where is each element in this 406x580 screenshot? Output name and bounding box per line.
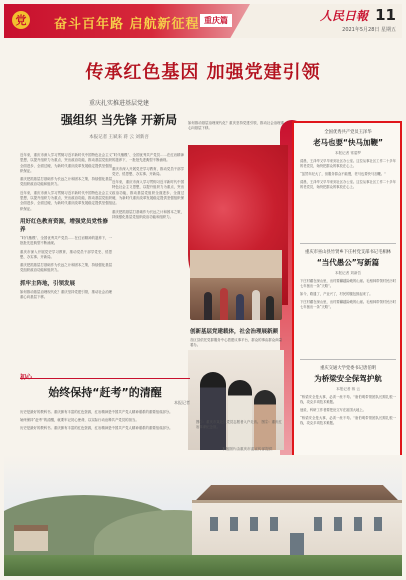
header-banner: [4, 4, 402, 38]
photo-person: [266, 296, 274, 320]
photo-window: [354, 517, 362, 531]
photo-foreground: [4, 555, 402, 576]
lead-paragraph: 近年来，重庆市深入学习贯彻习近平新时代中国特色社会主义思想，以提升组织力为重点，突出政治功能，推动基层党组织全面进步、全面过硬，为新时代重庆改革发展稳定提供坚强组织保证。: [112, 180, 184, 206]
photo-person: [220, 288, 228, 320]
profile-paragraph: “桥梁安全是大事，必须一丝不苟。”唐伯明带领团队长期扎根一线，攻克多项技术难题。: [300, 395, 396, 404]
photo-person: [200, 372, 226, 450]
memorial-hall-photo: [4, 455, 402, 576]
photo-window: [374, 517, 382, 531]
profile-byline: 本报记者 刘新吾: [334, 271, 362, 275]
lead-title: 强组织 当先锋 开新局: [60, 113, 178, 127]
party-emblem-icon: 党: [12, 11, 30, 29]
section2-title: 始终保持“赶考”的清醒: [48, 386, 162, 399]
section2-byline: 本报记者: [174, 400, 190, 405]
lead-paragraph: 如何推动基层治理现代化？重庆坚持党建引领，推动社会治理重心向基层下移。: [188, 121, 284, 131]
lead-paragraph: 重庆市深入开展党史学习教育，推动党员干部学党史、悟思想、办实事、开新局。: [20, 249, 112, 259]
profile-title: “当代愚公”写新篇: [316, 258, 380, 267]
photo-window: [314, 517, 322, 531]
photo-caption: 图①：重庆市某社区党员志愿者入户走访。 图②：重庆红岩革命纪念馆。: [196, 420, 282, 429]
profile-paragraph: 如今，路通了，产业兴了，村民的腰包鼓起来了。: [300, 292, 373, 296]
lead-byline: 本报记者 王斌来 蒋 云 刘新吾: [89, 135, 149, 140]
profile-kicker: 重庆市巫山县竹贤乡下庄村党支部书记毛相林: [305, 250, 391, 255]
photo-window: [230, 517, 238, 531]
lead-kicker: 重庆扎实推进基层党建: [88, 100, 149, 107]
photo-window: [250, 517, 258, 531]
profile-paragraph: “虽然年纪大了，但服务群众不能慢，老马也要快马加鞭。”: [300, 172, 386, 176]
lead-paragraph: 重庆把抓基层打基础作为长远之计和固本之策，持续强化基层党组织政治功能和组织力。: [20, 263, 112, 273]
date-line: 2021年5月28日 星期五: [342, 27, 396, 33]
section-divider: [20, 378, 190, 379]
lead-paragraph: 近年来，重庆市深入学习贯彻习近平新时代中国特色社会主义思想，以提升组织力为重点，突出政治功能，推动基层党组织全面进步、全面过硬，为新时代重庆改革发展稳定提供坚强组织保证。: [20, 153, 112, 173]
profile-kicker: 全国优秀共产党员王泽华: [324, 130, 372, 135]
photo-window: [270, 517, 278, 531]
profile-article-1: [300, 129, 396, 190]
lead-subhead: 创新基层党建载体，社会治理展新颜: [190, 329, 279, 335]
banner-badge: 重庆篇: [200, 14, 232, 27]
profile-paragraph: 下庄村藏在深山里，出村要翻越险峻的山崖。毛相林带领村民历时七年凿出一条“天路”。: [300, 279, 396, 288]
profile-byline: 本报记者 常碧罗: [334, 151, 362, 155]
photo-person: [236, 294, 244, 320]
photo-window: [334, 517, 342, 531]
lead-paragraph: 重庆市深入开展党史学习教育，推动党员干部学党史、悟思想、办实事、开新局。: [112, 166, 184, 176]
lead-column-1: [20, 150, 112, 300]
section2-paragraph: 历史是最好的教科书。重庆拥有丰富的红色资源，红岩精神是中国共产党人精神谱系的重要组成部分。: [20, 410, 173, 414]
lead-paragraph: 各区县依托党群服务中心搭建议事平台，群众的事由群众商量着办。: [190, 338, 282, 348]
photo-wall: [190, 250, 282, 278]
lead-column-3: [188, 118, 284, 132]
photo-credit: 本版图片由重庆市委宣传部提供: [222, 447, 273, 451]
lead-subhead: 用好红色教育资源，增强党员党性修养: [20, 218, 109, 233]
photo-person: [252, 290, 260, 320]
profile-paragraph: 清晨，王泽华又早早来到社区办公室。这位从事社区工作二十多年的老党员，始终把群众的事放在心上。: [300, 180, 396, 189]
lead-paragraph: 近年来，重庆市深入学习贯彻习近平新时代中国特色社会主义思想，以提升组织力为重点，突出政治功能，推动基层党组织全面进步、全面过硬，为新时代重庆改革发展稳定提供坚强组织保证。: [20, 190, 112, 211]
profile-paragraph: 清晨，王泽华又早早来到社区办公室。这位从事社区工作二十多年的老党员，始终把群众的事放在心上。: [300, 159, 396, 168]
lead-paragraph: “时代楷模”、全国优秀共产党员……在红岩精神的滋养下，一批批先进典型不断涌现。: [20, 235, 112, 246]
lead-paragraph: 如何推动基层治理现代化？重庆坚持党建引领，推动社会治理重心向基层下移。: [20, 289, 112, 300]
section2-paragraph: 始终保持“赶考”的清醒，就要牢记初心使命，以实际行动诠释共产党员的担当。: [20, 418, 139, 423]
section2-body: [20, 407, 190, 432]
profile-paragraph: 下庄村藏在深山里，出村要翻越险峻的山崖。毛相林带领村民历时七年凿出一条“天路”。: [300, 300, 396, 309]
main-headline: 传承红色基因 加强党建引领: [85, 62, 321, 83]
page-number: 11: [375, 6, 396, 24]
profile-title: 老马也要“快马加鞭”: [313, 138, 383, 147]
profile-divider: [300, 359, 396, 360]
lead-subhead: 抓牢主阵地，引领发展: [20, 280, 76, 287]
profile-paragraph: 他说，科研工作者要把论文写在祖国大地上。: [300, 408, 366, 412]
community-meeting-photo: [190, 250, 282, 320]
profile-article-2: [300, 249, 396, 310]
profile-paragraph: “桥梁安全是大事，必须一丝不苟。”唐伯明带领团队长期扎根一线，攻克多项技术难题。: [300, 416, 396, 425]
lead-paragraph: “时代楷模”、全国优秀共产党员……在红岩精神的滋养下，一批批先进典型不断涌现。: [112, 153, 184, 163]
masthead-logo: 人民日報: [319, 9, 368, 23]
photo-person: [228, 380, 252, 450]
profile-kicker: 重庆交通大学党委书记唐伯明: [320, 366, 376, 371]
lead-column-2: [112, 150, 184, 220]
profile-divider: [300, 243, 396, 244]
banner-title: 奋斗百年路 启航新征程: [54, 17, 200, 32]
lead-paragraph: 重庆把抓基层打基础作为长远之计和固本之策，持续强化基层党组织政治功能和组织力。: [112, 209, 184, 219]
highlighted-profiles-column: [292, 121, 402, 491]
section2-paragraph: 历史是最好的教科书。重庆拥有丰富的红色资源，红岩精神是中国共产党人精神谱系的重要组成部分。: [20, 426, 173, 431]
profile-title: 为桥梁安全保驾护航: [314, 374, 382, 383]
photo-pavilion: [14, 525, 48, 551]
volunteers-photo: [188, 350, 284, 450]
profile-article-3: [300, 365, 396, 426]
photo-person: [204, 292, 212, 320]
profile-byline: 本报记者 蒋 云: [336, 387, 360, 391]
lead-column-3b: [190, 322, 282, 349]
photo-window: [210, 517, 218, 531]
lead-paragraph: 重庆把抓基层打基础作为长远之计和固本之策，持续强化基层党组织政治功能和组织力。: [20, 177, 112, 187]
section-tag: [20, 372, 32, 381]
